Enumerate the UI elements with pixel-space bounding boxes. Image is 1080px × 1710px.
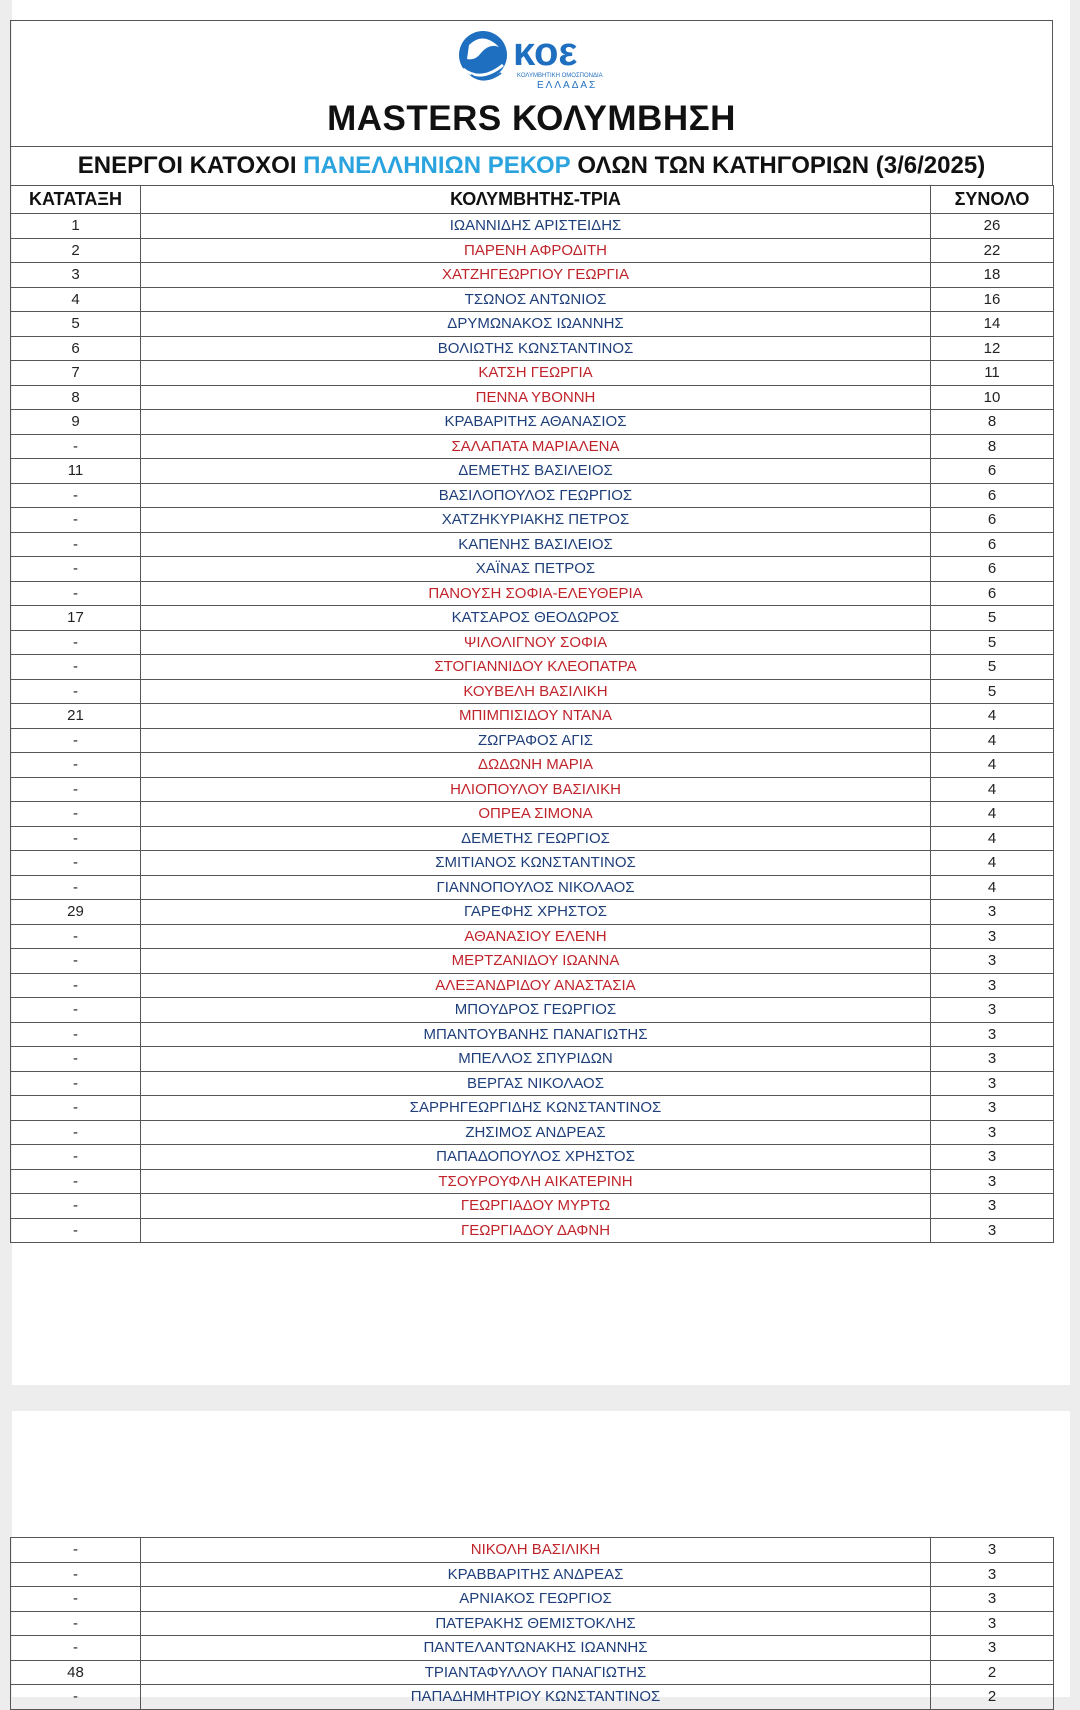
rank-cell: - <box>11 777 141 802</box>
total-cell: 3 <box>931 924 1054 949</box>
swimmer-name-cell: ΧΑΤΖΗΓΕΩΡΓΙΟΥ ΓΕΩΡΓΙΑ <box>141 263 931 288</box>
records-table-continued <box>10 1537 1054 1710</box>
table-row <box>11 1022 1054 1047</box>
swimmer-name-cell: ΤΣΩΝΟΣ ΑΝΤΩΝΙΟΣ <box>141 287 931 312</box>
total-cell: 6 <box>931 581 1054 606</box>
rank-cell: - <box>11 875 141 900</box>
swimmer-name-cell: ΑΛΕΞΑΝΔΡΙΔΟΥ ΑΝΑΣΤΑΣΙΑ <box>141 973 931 998</box>
total-cell: 5 <box>931 679 1054 704</box>
rank-cell: 9 <box>11 410 141 435</box>
total-cell: 4 <box>931 704 1054 729</box>
swimmer-name-cell: ΒΟΛΙΩΤΗΣ ΚΩΝΣΤΑΝΤΙΝΟΣ <box>141 336 931 361</box>
total-cell: 4 <box>931 777 1054 802</box>
rank-cell: - <box>11 1587 141 1612</box>
swimmer-name-cell: ΜΠΑΝΤΟΥΒΑΝΗΣ ΠΑΝΑΓΙΩΤΗΣ <box>141 1022 931 1047</box>
total-cell: 6 <box>931 532 1054 557</box>
total-cell: 3 <box>931 1047 1054 1072</box>
total-cell: 18 <box>931 263 1054 288</box>
swimmer-name-cell: ΣΑΛΑΠΑΤΑ ΜΑΡΙΑΛΕΝΑ <box>141 434 931 459</box>
total-cell: 3 <box>931 1538 1054 1563</box>
table-row <box>11 875 1054 900</box>
rank-cell: - <box>11 826 141 851</box>
rank-cell: 17 <box>11 606 141 631</box>
rank-cell: 6 <box>11 336 141 361</box>
table-row <box>11 1538 1054 1563</box>
swimmer-name-cell: ΚΑΤΣΑΡΟΣ ΘΕΟΔΩΡΟΣ <box>141 606 931 631</box>
total-cell: 3 <box>931 1096 1054 1121</box>
subtitle-part-1: ΕΝΕΡΓΟΙ ΚΑΤΟΧΟΙ <box>77 152 304 179</box>
rank-cell: 7 <box>11 361 141 386</box>
swimmer-name-cell: ΝΙΚΟΛΗ ΒΑΣΙΛΙΚΗ <box>141 1538 931 1563</box>
federation-logo <box>441 25 641 95</box>
rank-cell: - <box>11 949 141 974</box>
logo-country: ΕΛΛΑΔΑΣ <box>537 80 598 91</box>
total-cell: 4 <box>931 851 1054 876</box>
rank-cell: - <box>11 1071 141 1096</box>
rank-cell: 29 <box>11 900 141 925</box>
rank-cell: - <box>11 655 141 680</box>
swimmer-name-cell: ΣΤΟΓΙΑΝΝΙΔΟΥ ΚΛΕΟΠΑΤΡΑ <box>141 655 931 680</box>
table-row <box>11 214 1054 239</box>
total-cell: 3 <box>931 1169 1054 1194</box>
rank-cell: 11 <box>11 459 141 484</box>
table-row <box>11 1562 1054 1587</box>
logo-subtext: ΚΟΛΥΜΒΗΤΙΚΗ ΟΜΟΣΠΟΝΔΙΑ <box>517 73 603 79</box>
table-row <box>11 1169 1054 1194</box>
swimmer-name-cell: ΔΡΥΜΩΝΑΚΟΣ ΙΩΑΝΝΗΣ <box>141 312 931 337</box>
total-cell: 3 <box>931 1587 1054 1612</box>
table-row <box>11 679 1054 704</box>
total-cell: 3 <box>931 1120 1054 1145</box>
swimmer-name-cell: ΓΕΩΡΓΙΑΔΟΥ ΜΥΡΤΩ <box>141 1194 931 1219</box>
rank-cell: - <box>11 581 141 606</box>
table-row <box>11 410 1054 435</box>
table-row <box>11 263 1054 288</box>
swimmer-name-cell: ΜΠΕΛΛΟΣ ΣΠΥΡΙΔΩΝ <box>141 1047 931 1072</box>
swimmer-name-cell: ΠΑΝΤΕΛΑΝΤΩΝΑΚΗΣ ΙΩΑΝΝΗΣ <box>141 1636 931 1661</box>
swimmer-name-cell: ΜΠΙΜΠΙΣΙΔΟΥ ΝΤΑΝΑ <box>141 704 931 729</box>
table-row <box>11 1145 1054 1170</box>
total-cell: 5 <box>931 655 1054 680</box>
total-cell: 5 <box>931 630 1054 655</box>
total-cell: 3 <box>931 998 1054 1023</box>
swimmer-name-cell: ΑΘΑΝΑΣΙΟΥ ΕΛΕΝΗ <box>141 924 931 949</box>
swimmer-name-cell: ΧΑΪΝΑΣ ΠΕΤΡΟΣ <box>141 557 931 582</box>
total-cell: 5 <box>931 606 1054 631</box>
rank-cell: - <box>11 679 141 704</box>
table-row <box>11 1047 1054 1072</box>
swimmer-name-cell: ΠΑΤΕΡΑΚΗΣ ΘΕΜΙΣΤΟΚΛΗΣ <box>141 1611 931 1636</box>
table-row <box>11 630 1054 655</box>
rank-cell: - <box>11 1636 141 1661</box>
total-cell: 3 <box>931 1562 1054 1587</box>
rank-cell: 3 <box>11 263 141 288</box>
swimmer-name-cell: ΓΙΑΝΝΟΠΟΥΛΟΣ ΝΙΚΟΛΑΟΣ <box>141 875 931 900</box>
table-row <box>11 655 1054 680</box>
total-cell: 6 <box>931 508 1054 533</box>
table-row <box>11 753 1054 778</box>
rank-cell: - <box>11 557 141 582</box>
rank-cell: - <box>11 532 141 557</box>
total-cell: 12 <box>931 336 1054 361</box>
total-cell: 4 <box>931 728 1054 753</box>
total-cell: 3 <box>931 1022 1054 1047</box>
table-row <box>11 581 1054 606</box>
rank-cell: - <box>11 1047 141 1072</box>
swimmer-name-cell: ΠΕΝΝΑ ΥΒΟΝΝΗ <box>141 385 931 410</box>
records-table <box>10 185 1054 1243</box>
table-row <box>11 287 1054 312</box>
table-row <box>11 508 1054 533</box>
rank-cell: - <box>11 973 141 998</box>
swimmer-name-cell: ΖΩΓΡΑΦΟΣ ΑΓΙΣ <box>141 728 931 753</box>
total-cell: 8 <box>931 434 1054 459</box>
swimmer-name-cell: ΚΟΥΒΕΛΗ ΒΑΣΙΛΙΚΗ <box>141 679 931 704</box>
rank-cell: - <box>11 851 141 876</box>
total-cell: 3 <box>931 1194 1054 1219</box>
rank-cell: - <box>11 1096 141 1121</box>
rank-cell: 48 <box>11 1660 141 1685</box>
swimmer-name-cell: ΔΩΔΩΝΗ ΜΑΡΙΑ <box>141 753 931 778</box>
rank-cell: - <box>11 1022 141 1047</box>
rank-cell: 2 <box>11 238 141 263</box>
table-row <box>11 1120 1054 1145</box>
table-row <box>11 802 1054 827</box>
rank-cell: 1 <box>11 214 141 239</box>
table-row <box>11 1587 1054 1612</box>
table-row <box>11 459 1054 484</box>
total-cell: 4 <box>931 802 1054 827</box>
rank-cell: - <box>11 728 141 753</box>
table-row <box>11 777 1054 802</box>
total-cell: 6 <box>931 483 1054 508</box>
table-body-page-1 <box>11 214 1054 1243</box>
total-cell: 16 <box>931 287 1054 312</box>
swimmer-name-cell: ΔΕΜΕΤΗΣ ΒΑΣΙΛΕΙΟΣ <box>141 459 931 484</box>
swimmer-name-cell: ΤΣΟΥΡΟΥΦΛΗ ΑΙΚΑΤΕΡΙΝΗ <box>141 1169 931 1194</box>
table-row <box>11 361 1054 386</box>
swimmer-name-cell: ΧΑΤΖΗΚΥΡΙΑΚΗΣ ΠΕΤΡΟΣ <box>141 508 931 533</box>
header-box <box>10 20 1053 146</box>
swimmer-name-cell: ΚΡΑΒΒΑΡΙΤΗΣ ΑΝΔΡΕΑΣ <box>141 1562 931 1587</box>
table-row <box>11 1636 1054 1661</box>
subtitle-part-2: ΟΛΩΝ ΤΩΝ ΚΑΤΗΓΟΡΙΩΝ (3/6/2025) <box>570 152 986 179</box>
total-cell: 4 <box>931 875 1054 900</box>
rank-cell: - <box>11 434 141 459</box>
rank-cell: - <box>11 508 141 533</box>
table-row <box>11 532 1054 557</box>
total-cell: 3 <box>931 1218 1054 1243</box>
swimmer-name-cell: ΒΕΡΓΑΣ ΝΙΚΟΛΑΟΣ <box>141 1071 931 1096</box>
table-row <box>11 434 1054 459</box>
total-cell: 3 <box>931 1611 1054 1636</box>
subtitle-highlight: ΠΑΝΕΛΛΗΝΙΩΝ ΡΕΚΟΡ <box>303 152 571 179</box>
swimmer-name-cell: ΠΑΠΑΔΗΜΗΤΡΙΟΥ ΚΩΝΣΤΑΝΤΙΝΟΣ <box>141 1685 931 1710</box>
swimmer-name-cell: ΨΙΛΟΛΙΓΝΟΥ ΣΟΦΙΑ <box>141 630 931 655</box>
swimmer-name-cell: ΟΠΡΕΑ ΣΙΜΟΝΑ <box>141 802 931 827</box>
rank-cell: 21 <box>11 704 141 729</box>
total-cell: 14 <box>931 312 1054 337</box>
total-cell: 3 <box>931 1145 1054 1170</box>
rank-cell: - <box>11 1538 141 1563</box>
rank-cell: - <box>11 483 141 508</box>
total-cell: 3 <box>931 1636 1054 1661</box>
rank-cell: - <box>11 1562 141 1587</box>
table-row <box>11 728 1054 753</box>
table-row <box>11 924 1054 949</box>
table-row <box>11 1611 1054 1636</box>
swimmer-name-cell: ΗΛΙΟΠΟΥΛΟΥ ΒΑΣΙΛΙΚΗ <box>141 777 931 802</box>
rank-cell: - <box>11 1194 141 1219</box>
table-row <box>11 238 1054 263</box>
total-cell: 10 <box>931 385 1054 410</box>
table-row <box>11 973 1054 998</box>
rank-cell: - <box>11 1218 141 1243</box>
swimmer-name-cell: ΜΠΟΥΔΡΟΣ ΓΕΩΡΓΙΟΣ <box>141 998 931 1023</box>
total-cell: 11 <box>931 361 1054 386</box>
swimmer-name-cell: ΠΑΡΕΝΗ ΑΦΡΟΔΙΤΗ <box>141 238 931 263</box>
col-header-rank: ΚΑΤΑΤΑΞΗ <box>11 186 141 214</box>
records-document <box>10 20 1053 1243</box>
table-row <box>11 312 1054 337</box>
swimmer-name-cell: ΙΩΑΝΝΙΔΗΣ ΑΡΙΣΤΕΙΔΗΣ <box>141 214 931 239</box>
swimmer-name-cell: ΑΡΝΙΑΚΟΣ ΓΕΩΡΓΙΟΣ <box>141 1587 931 1612</box>
rank-cell: 4 <box>11 287 141 312</box>
swimmer-name-cell: ΤΡΙΑΝΤΑΦΥΛΛΟΥ ΠΑΝΑΓΙΩΤΗΣ <box>141 1660 931 1685</box>
swimmer-name-cell: ΓΕΩΡΓΙΑΔΟΥ ΔΑΦΝΗ <box>141 1218 931 1243</box>
rank-cell: - <box>11 998 141 1023</box>
table-row <box>11 483 1054 508</box>
swimmer-name-cell: ΚΑΠΕΝΗΣ ΒΑΣΙΛΕΙΟΣ <box>141 532 931 557</box>
table-row <box>11 606 1054 631</box>
page-title: MASTERS ΚΟΛΥΜΒΗΣΗ <box>327 99 736 138</box>
swimmer-name-cell: ΚΡΑΒΑΡΙΤΗΣ ΑΘΑΝΑΣΙΟΣ <box>141 410 931 435</box>
swimmer-name-cell: ΚΑΤΣΗ ΓΕΩΡΓΙΑ <box>141 361 931 386</box>
rank-cell: - <box>11 1611 141 1636</box>
rank-cell: - <box>11 924 141 949</box>
total-cell: 3 <box>931 1071 1054 1096</box>
table-row <box>11 826 1054 851</box>
table-row <box>11 1071 1054 1096</box>
rank-cell: - <box>11 753 141 778</box>
total-cell: 26 <box>931 214 1054 239</box>
logo-text: κοε <box>513 30 578 74</box>
rank-cell: - <box>11 1145 141 1170</box>
swimmer-name-cell: ΣΜΙΤΙΑΝΟΣ ΚΩΝΣΤΑΝΤΙΝΟΣ <box>141 851 931 876</box>
swimmer-name-cell: ΒΑΣΙΛΟΠΟΥΛΟΣ ΓΕΩΡΓΙΟΣ <box>141 483 931 508</box>
total-cell: 4 <box>931 753 1054 778</box>
swimmer-name-cell: ΠΑΠΑΔΟΠΟΥΛΟΣ ΧΡΗΣΤΟΣ <box>141 1145 931 1170</box>
rank-cell: 8 <box>11 385 141 410</box>
rank-cell: 5 <box>11 312 141 337</box>
table-row <box>11 336 1054 361</box>
table-row <box>11 704 1054 729</box>
table-row <box>11 1194 1054 1219</box>
table-row <box>11 1096 1054 1121</box>
total-cell: 22 <box>931 238 1054 263</box>
swimmer-name-cell: ΖΗΣΙΜΟΣ ΑΝΔΡΕΑΣ <box>141 1120 931 1145</box>
total-cell: 3 <box>931 949 1054 974</box>
table-row <box>11 557 1054 582</box>
records-document-continued <box>10 1537 1053 1710</box>
col-header-name: ΚΟΛΥΜΒΗΤΗΣ-ΤΡΙΑ <box>141 186 931 214</box>
rank-cell: - <box>11 1169 141 1194</box>
total-cell: 6 <box>931 557 1054 582</box>
total-cell: 3 <box>931 900 1054 925</box>
table-row <box>11 385 1054 410</box>
table-row <box>11 1218 1054 1243</box>
table-row <box>11 900 1054 925</box>
table-body-page-2 <box>11 1538 1054 1710</box>
rank-cell: - <box>11 802 141 827</box>
rank-cell: - <box>11 630 141 655</box>
table-row <box>11 998 1054 1023</box>
swimmer-name-cell: ΜΕΡΤΖΑΝΙΔΟΥ ΙΩΑΝΝΑ <box>141 949 931 974</box>
total-cell: 6 <box>931 459 1054 484</box>
table-row <box>11 851 1054 876</box>
total-cell: 2 <box>931 1660 1054 1685</box>
total-cell: 2 <box>931 1685 1054 1710</box>
swimmer-name-cell: ΣΑΡΡΗΓΕΩΡΓΙΔΗΣ ΚΩΝΣΤΑΝΤΙΝΟΣ <box>141 1096 931 1121</box>
subtitle <box>10 146 1053 185</box>
total-cell: 3 <box>931 973 1054 998</box>
col-header-total: ΣΥΝΟΛΟ <box>931 186 1054 214</box>
swimmer-name-cell: ΓΑΡΕΦΗΣ ΧΡΗΣΤΟΣ <box>141 900 931 925</box>
table-row <box>11 949 1054 974</box>
swimmer-name-cell: ΔΕΜΕΤΗΣ ΓΕΩΡΓΙΟΣ <box>141 826 931 851</box>
swimmer-name-cell: ΠΑΝΟΥΣΗ ΣΟΦΙΑ-ΕΛΕΥΘΕΡΙΑ <box>141 581 931 606</box>
rank-cell: - <box>11 1120 141 1145</box>
total-cell: 8 <box>931 410 1054 435</box>
table-row <box>11 1660 1054 1685</box>
table-header-row <box>11 186 1054 214</box>
total-cell: 4 <box>931 826 1054 851</box>
rank-cell: - <box>11 1685 141 1710</box>
